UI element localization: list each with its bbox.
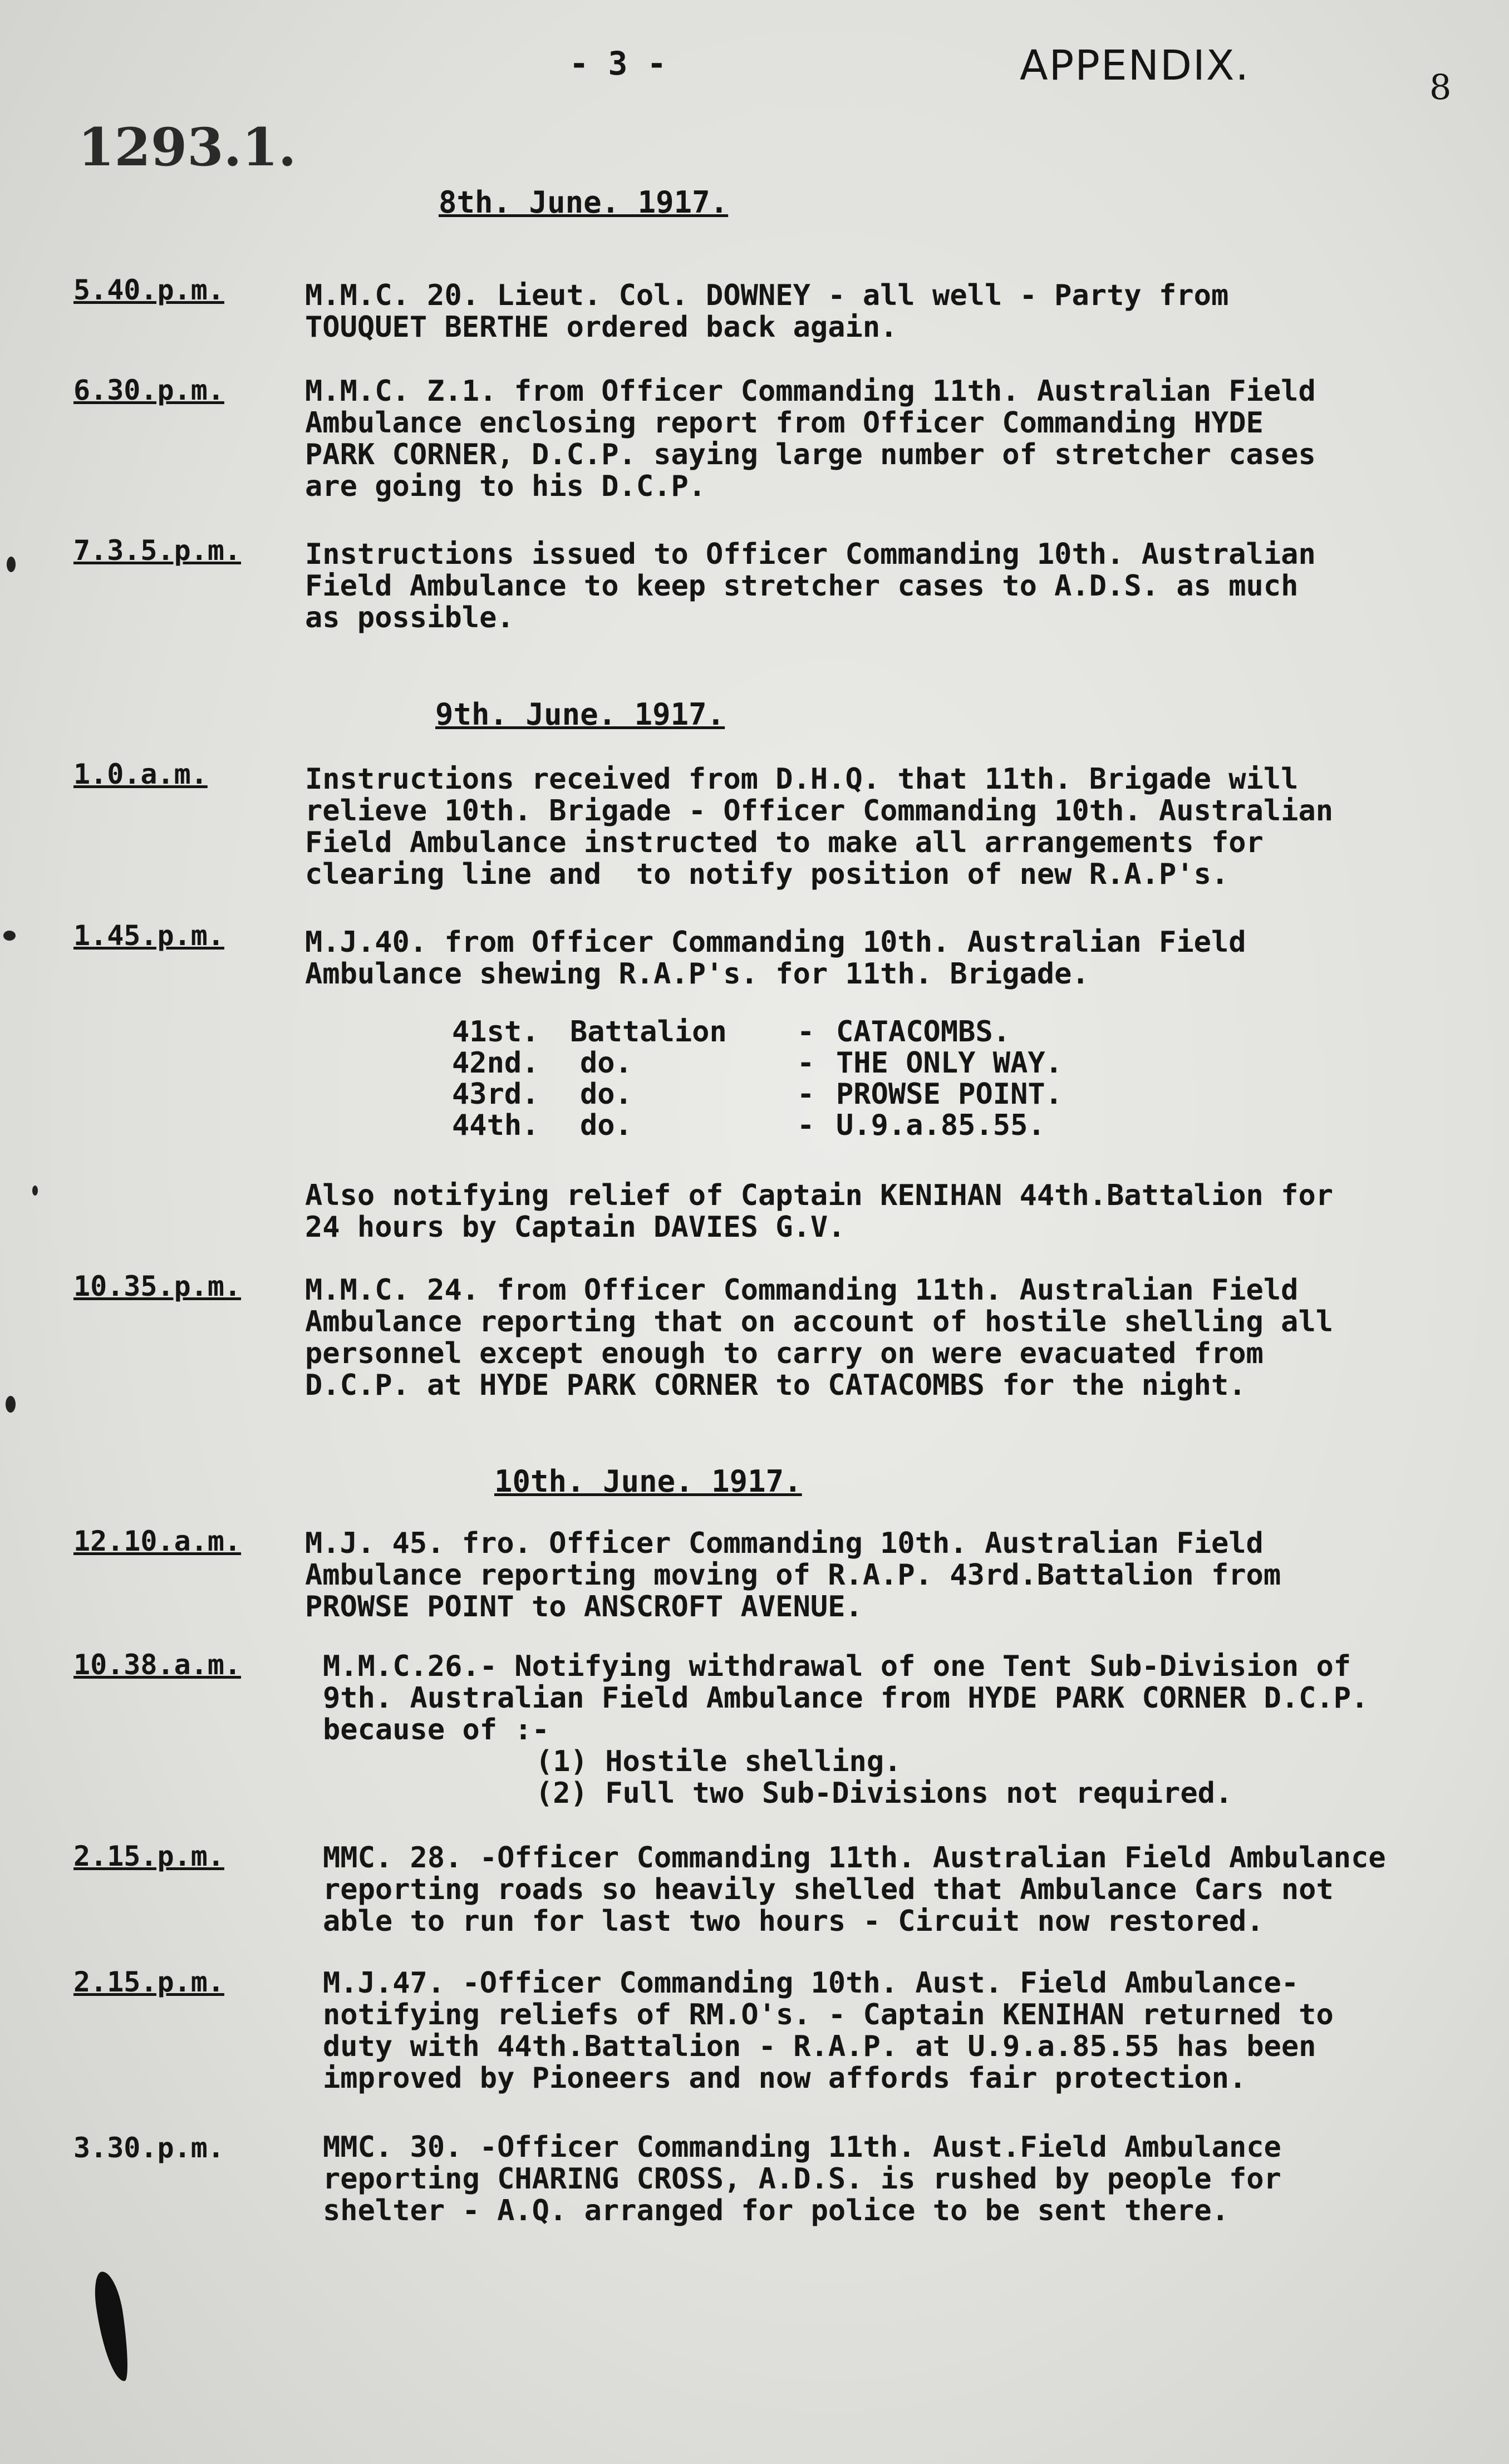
scan-speck [6, 1396, 16, 1413]
table-row [452, 1079, 1063, 1110]
battalion-unit: 41st. [452, 1015, 539, 1049]
battalion-name: do. [580, 1109, 632, 1142]
scan-speck [7, 557, 16, 572]
battalion-name: do. [580, 1046, 632, 1080]
dash: - [797, 1046, 815, 1080]
appendix-heading: APPENDIX. [1020, 42, 1250, 90]
rap-location: THE ONLY WAY. [836, 1046, 1063, 1080]
date-heading: 10th. June. 1917. [494, 1464, 802, 1499]
entry-note: Also notifying relief of Captain KENIHAN 44th.Battalion for 24 hours by Captain DAVIES G.V. [305, 1179, 1334, 1244]
entry-text: Instructions issued to Officer Commanding 10th. Australian Field Ambulance to keep stretcher cases to A.D.S. as much as possible. [305, 538, 1316, 635]
battalion-unit: 43rd. [452, 1078, 539, 1111]
table-row [452, 1110, 1063, 1141]
entry-time: 12.10.a.m. [73, 1525, 242, 1557]
entry-time: 3.30.p.m. [73, 2132, 224, 2164]
list-item: (2) Full two Sub-Divisions not required. [535, 1777, 1233, 1810]
battalion-name: do. [580, 1078, 632, 1111]
entry-text: M.M.C. 20. Lieut. Col. DOWNEY - all well - Party from TOUQUET BERTHE ordered back again. [305, 279, 1229, 344]
reasons-list [535, 1746, 1232, 1809]
entry-text: MMC. 30. -Officer Commanding 11th. Aust.Field Ambulance reporting CHARING CROSS, A.D.S. is rushed by people for shelter - A.Q. arranged for police to be sent there. [323, 2131, 1281, 2227]
entry-text: MMC. 28. -Officer Commanding 11th. Australian Field Ambulance reporting roads so heavily shelled that Ambulance Cars not able to run for last two hours - Circuit now restored. [323, 1841, 1386, 1938]
scan-speck [32, 1186, 38, 1196]
entry-text: M.J.47. -Officer Commanding 10th. Aust. Field Ambulance- notifying reliefs of RM.O's. - Captain KENIHAN returned to duty with 44th.Battalion - R.A.P. at U.9.a.85.55 has been improved by Pioneers and now affords fair protection. [323, 1966, 1334, 2095]
entry-time: 1.45.p.m. [73, 919, 224, 952]
ink-blot [91, 2270, 132, 2383]
folio-number: 8 [1429, 67, 1452, 107]
table-row [452, 1016, 1063, 1047]
entry-time: 10.38.a.m. [73, 1649, 242, 1681]
entry-time: 7.3.5.p.m. [73, 534, 242, 567]
entry-time: 1.0.a.m. [73, 758, 208, 790]
table-row [452, 1047, 1063, 1079]
entry-time: 5.40.p.m. [73, 274, 224, 306]
page-number: - 3 - [569, 45, 667, 82]
entry-text: Instructions received from D.H.Q. that 11th. Brigade will relieve 10th. Brigade - Officer Commanding 10th. Australian Field Ambulance instructed to make all arrangements for clearing line and to notify position of new R.A.P's. [305, 763, 1334, 891]
entry-text: M.M.C. 24. from Officer Commanding 11th. Australian Field Ambulance reporting that on account of hostile shelling all personnel except enough to carry on were evacuated from D.C.P. at HYDE PARK CORNER to CATACOMBS for the night. [305, 1273, 1334, 1402]
scan-speck [3, 931, 16, 941]
date-heading: 8th. June. 1917. [439, 185, 729, 220]
dash: - [797, 1109, 815, 1142]
battalion-unit: 44th. [452, 1109, 539, 1142]
entry-text: M.J.40. from Officer Commanding 10th. Australian Field Ambulance shewing R.A.P's. for 11th. Brigade. [305, 926, 1246, 991]
entry-text: M.M.C.26.- Notifying withdrawal of one Tent Sub-Division of 9th. Australian Field Ambulance from HYDE PARK CORNER D.C.P. because of :- [323, 1650, 1369, 1747]
entry-text: M.M.C. Z.1. from Officer Commanding 11th. Australian Field Ambulance enclosing report from Officer Commanding HYDE PARK CORNER, D.C.P. saying large number of stretcher cases are going to his D.C.P. [305, 375, 1316, 503]
rap-location: CATACOMBS. [836, 1015, 1011, 1049]
battalion-unit: 42nd. [452, 1046, 539, 1080]
battalion-rap-table [452, 1016, 1063, 1141]
reference-stamp: 1293.1. [78, 117, 297, 178]
battalion-name: Battalion [570, 1015, 727, 1049]
entry-time: 2.15.p.m. [73, 1840, 224, 1872]
list-item: (1) Hostile shelling. [535, 1745, 902, 1778]
entry-text: M.J. 45. fro. Officer Commanding 10th. Australian Field Ambulance reporting moving of R.A.P. 43rd.Battalion from PROWSE POINT to ANSCROFT AVENUE. [305, 1527, 1281, 1624]
dash: - [797, 1078, 815, 1111]
entry-time: 10.35.p.m. [73, 1270, 242, 1302]
entry-time: 6.30.p.m. [73, 374, 224, 406]
rap-location: U.9.a.85.55. [836, 1109, 1045, 1142]
date-heading: 9th. June. 1917. [435, 697, 725, 732]
rap-location: PROWSE POINT. [836, 1078, 1063, 1111]
entry-time: 2.15.p.m. [73, 1966, 224, 1998]
dash: - [797, 1015, 815, 1049]
